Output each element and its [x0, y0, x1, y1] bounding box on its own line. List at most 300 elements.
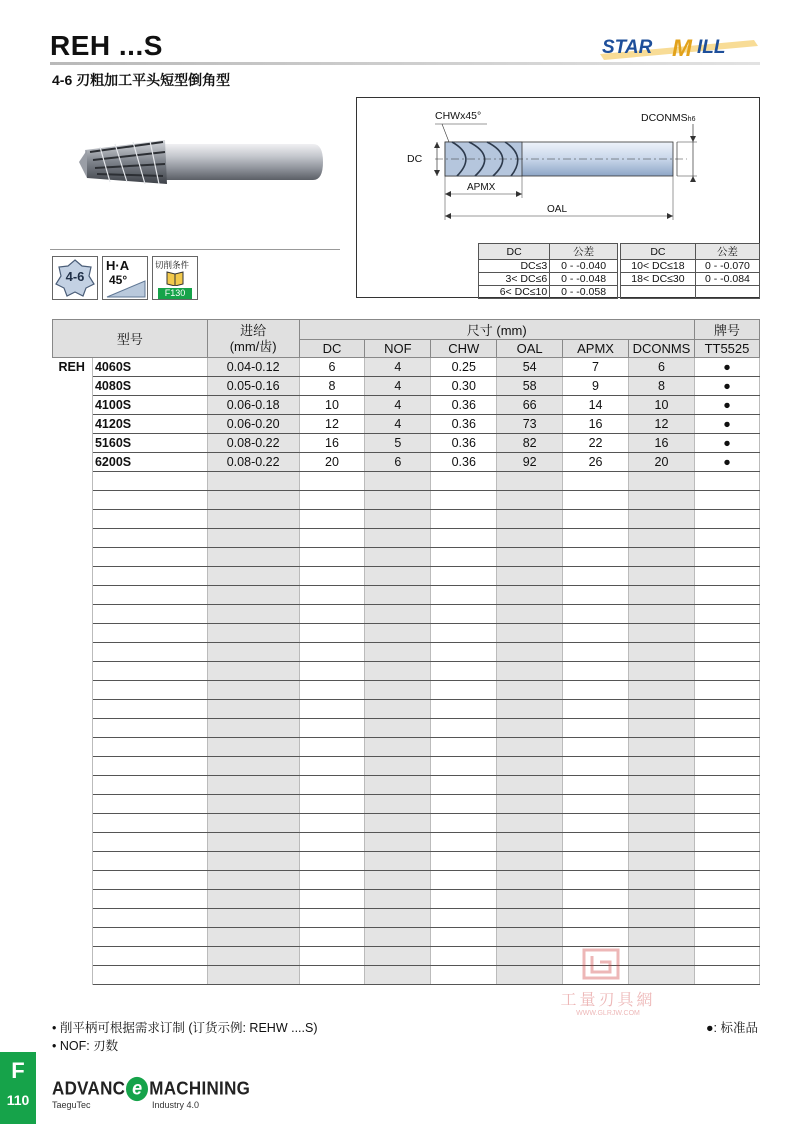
cell-apmx: 26 [563, 453, 629, 472]
cell-feed [207, 681, 299, 700]
cell-chw [431, 966, 497, 985]
cell-feed [207, 757, 299, 776]
header-grade: TT5525 [694, 340, 759, 358]
model-prefix [53, 852, 93, 871]
cell-chw [431, 795, 497, 814]
cell-chw [431, 738, 497, 757]
cell-feed [207, 776, 299, 795]
cell-apmx [563, 491, 629, 510]
model-name [92, 624, 207, 643]
header-brand: 牌号 [694, 320, 759, 340]
cell-dconms [628, 681, 694, 700]
cell-oal [497, 605, 563, 624]
cell-apmx [563, 700, 629, 719]
cell-nof [365, 833, 431, 852]
tool-drawing [357, 98, 759, 238]
table-row [53, 586, 760, 605]
cell-dconms [628, 567, 694, 586]
table-row [53, 358, 760, 377]
cell-chw [431, 548, 497, 567]
cell-grade [694, 719, 759, 738]
cell-dc [299, 548, 365, 567]
cell-apmx [563, 795, 629, 814]
cell-dconms [628, 757, 694, 776]
cell-dc: 10 [299, 396, 365, 415]
cell-nof [365, 700, 431, 719]
cell-oal [497, 643, 563, 662]
cell-chw: 0.36 [431, 434, 497, 453]
model-prefix [53, 415, 93, 434]
model-prefix [53, 776, 93, 795]
cell-chw [431, 662, 497, 681]
cell-oal [497, 586, 563, 605]
header-dims: 尺寸 (mm) [299, 320, 694, 340]
cell-nof [365, 890, 431, 909]
cell-dc [299, 738, 365, 757]
model-prefix [53, 795, 93, 814]
cell-nof [365, 567, 431, 586]
tol-header-tol: 公差 [550, 244, 618, 260]
cell-nof [365, 681, 431, 700]
cell-dc [299, 510, 365, 529]
cell-apmx: 16 [563, 415, 629, 434]
model-name: 4080S [92, 377, 207, 396]
flute-count-badge [52, 256, 98, 300]
cell-nof [365, 472, 431, 491]
cell-dconms [628, 700, 694, 719]
cell-apmx [563, 719, 629, 738]
left-divider [50, 249, 340, 250]
model-prefix [53, 453, 93, 472]
cell-dc [299, 586, 365, 605]
cell-dc [299, 681, 365, 700]
table-row [53, 434, 760, 453]
cell-grade [694, 586, 759, 605]
table-row [53, 491, 760, 510]
table-row [53, 529, 760, 548]
model-name: 4100S [92, 396, 207, 415]
model-name [92, 700, 207, 719]
cell-oal: 66 [497, 396, 563, 415]
cell-dc [299, 624, 365, 643]
header-feed [207, 320, 299, 358]
cell-feed [207, 738, 299, 757]
cell-feed [207, 643, 299, 662]
cell-dconms [628, 586, 694, 605]
model-prefix [53, 396, 93, 415]
table-row [53, 377, 760, 396]
cell-feed [207, 662, 299, 681]
cell-oal [497, 890, 563, 909]
cell-oal [497, 738, 563, 757]
cell-chw [431, 605, 497, 624]
table-row [53, 757, 760, 776]
table-row [53, 738, 760, 757]
cell-oal [497, 529, 563, 548]
cell-oal [497, 472, 563, 491]
cell-nof [365, 719, 431, 738]
table-row [53, 548, 760, 567]
dconms-sub: h6 [687, 116, 696, 123]
cell-chw [431, 871, 497, 890]
cell-feed [207, 586, 299, 605]
cell-grade [694, 966, 759, 985]
model-prefix [53, 928, 93, 947]
cell-dc [299, 757, 365, 776]
cell-feed [207, 700, 299, 719]
model-name [92, 662, 207, 681]
model-name [92, 947, 207, 966]
cell-oal [497, 624, 563, 643]
cell-nof [365, 966, 431, 985]
oal-label: OAL [547, 204, 568, 215]
cell-dc [299, 909, 365, 928]
cell-apmx [563, 510, 629, 529]
cell-feed [207, 928, 299, 947]
cell-dconms [628, 738, 694, 757]
cell-dc [299, 529, 365, 548]
cell-dconms [628, 624, 694, 643]
page-subtitle: 4-6 刃粗加工平头短型倒角型 [52, 72, 231, 88]
cell-feed [207, 491, 299, 510]
model-name [92, 909, 207, 928]
cell-dconms [628, 852, 694, 871]
cell-nof [365, 814, 431, 833]
cell-chw [431, 852, 497, 871]
tol-cell: 18< DC≤30 [621, 273, 696, 286]
cell-oal [497, 795, 563, 814]
cell-feed [207, 814, 299, 833]
cell-oal: 82 [497, 434, 563, 453]
cell-oal [497, 814, 563, 833]
cutting-condition-code: F130 [158, 288, 192, 299]
cell-oal [497, 852, 563, 871]
cell-nof [365, 928, 431, 947]
cell-nof [365, 624, 431, 643]
cell-feed [207, 795, 299, 814]
cell-oal [497, 757, 563, 776]
model-prefix [53, 567, 93, 586]
model-name [92, 814, 207, 833]
cell-dc [299, 947, 365, 966]
starmill-logo [598, 30, 760, 62]
model-name [92, 871, 207, 890]
model-prefix [53, 510, 93, 529]
cell-oal: 73 [497, 415, 563, 434]
cell-apmx: 9 [563, 377, 629, 396]
cell-grade: ● [694, 377, 759, 396]
table-row [53, 510, 760, 529]
cell-chw: 0.36 [431, 396, 497, 415]
chw-label: CHWx45° [435, 110, 482, 122]
cell-grade [694, 814, 759, 833]
model-name [92, 738, 207, 757]
cell-nof: 6 [365, 453, 431, 472]
model-prefix [53, 719, 93, 738]
cell-feed [207, 605, 299, 624]
section-tab[interactable] [0, 1052, 36, 1124]
brand-sub-right: Industry 4.0 [152, 1100, 200, 1110]
tol-cell: 0 - -0.070 [695, 260, 759, 273]
cell-grade: ● [694, 434, 759, 453]
model-prefix [53, 586, 93, 605]
cell-grade: ● [694, 396, 759, 415]
dimension-diagram [356, 97, 760, 298]
tol-header-dc: DC [479, 244, 550, 260]
cell-apmx [563, 681, 629, 700]
cell-grade [694, 700, 759, 719]
table-row [53, 624, 760, 643]
header-apmx: APMX [563, 340, 629, 358]
cell-feed [207, 966, 299, 985]
table-row [53, 719, 760, 738]
model-prefix [53, 662, 93, 681]
header-feed-unit: (mm/齿) [229, 338, 277, 354]
brand-part-b: MACHINING [149, 1078, 251, 1099]
cell-dconms [628, 871, 694, 890]
cell-apmx [563, 624, 629, 643]
cell-grade [694, 947, 759, 966]
cell-grade [694, 890, 759, 909]
cell-grade: ● [694, 415, 759, 434]
cell-apmx [563, 586, 629, 605]
cell-dc [299, 776, 365, 795]
header-nof: NOF [365, 340, 431, 358]
cell-feed [207, 529, 299, 548]
model-name: 6200S [92, 453, 207, 472]
cell-grade [694, 472, 759, 491]
model-name [92, 681, 207, 700]
table-row [53, 776, 760, 795]
footer-note-1: • 削平柄可根据需求订制 (订货示例: REHW ....S) [52, 1021, 318, 1035]
cell-feed: 0.08-0.22 [207, 453, 299, 472]
tol-header-dc: DC [621, 244, 696, 260]
cell-dc [299, 966, 365, 985]
svg-text:ILL: ILL [697, 37, 726, 58]
cell-grade [694, 643, 759, 662]
cell-dc [299, 605, 365, 624]
cell-nof [365, 491, 431, 510]
table-row [53, 795, 760, 814]
cell-nof [365, 795, 431, 814]
cell-feed [207, 947, 299, 966]
cell-nof: 4 [365, 415, 431, 434]
table-row [53, 909, 760, 928]
tol-cell [695, 286, 759, 299]
cell-dconms [628, 510, 694, 529]
model-prefix [53, 491, 93, 510]
table-row [53, 662, 760, 681]
cell-nof: 5 [365, 434, 431, 453]
cell-dc [299, 833, 365, 852]
cell-grade [694, 871, 759, 890]
watermark-logo [538, 948, 678, 982]
cell-oal: 58 [497, 377, 563, 396]
book-icon [166, 270, 184, 286]
model-name [92, 548, 207, 567]
tol-cell: 0 - -0.084 [695, 273, 759, 286]
model-name [92, 890, 207, 909]
model-prefix [53, 738, 93, 757]
cell-chw [431, 586, 497, 605]
cell-nof [365, 776, 431, 795]
cell-feed [207, 510, 299, 529]
model-prefix [53, 833, 93, 852]
cell-dc: 16 [299, 434, 365, 453]
cell-apmx [563, 662, 629, 681]
tol-cell: 0 - -0.058 [550, 286, 618, 299]
table-row [53, 453, 760, 472]
model-prefix [53, 624, 93, 643]
cutting-condition-label: 切削条件 [155, 260, 190, 270]
cell-chw [431, 643, 497, 662]
end-mill-photo [75, 122, 330, 197]
cell-dc: 8 [299, 377, 365, 396]
cell-feed: 0.05-0.16 [207, 377, 299, 396]
page-number: 110 [6, 1092, 30, 1108]
cell-oal: 54 [497, 358, 563, 377]
cell-dc [299, 871, 365, 890]
cell-dconms [628, 605, 694, 624]
cell-oal [497, 681, 563, 700]
cell-nof [365, 548, 431, 567]
model-prefix: REH [53, 358, 93, 377]
cell-dc [299, 890, 365, 909]
table-row [53, 700, 760, 719]
watermark [538, 948, 678, 1017]
cell-chw [431, 814, 497, 833]
cell-feed [207, 871, 299, 890]
model-prefix [53, 434, 93, 453]
flute-count-text: 4-6 [65, 269, 85, 284]
model-name [92, 567, 207, 586]
model-prefix [53, 757, 93, 776]
cell-dconms [628, 643, 694, 662]
tolerance-table-left [478, 243, 618, 299]
tol-header-tol: 公差 [695, 244, 759, 260]
table-row [53, 890, 760, 909]
cell-grade: ● [694, 453, 759, 472]
cell-oal [497, 928, 563, 947]
cell-feed: 0.04-0.12 [207, 358, 299, 377]
table-row [53, 605, 760, 624]
cell-nof [365, 586, 431, 605]
cell-chw: 0.25 [431, 358, 497, 377]
tol-cell: 3< DC≤6 [479, 273, 550, 286]
helix-angle-value: 45° [109, 273, 128, 287]
cell-oal [497, 491, 563, 510]
cell-dconms [628, 890, 694, 909]
dconms-text: DCONMS [641, 112, 688, 124]
helix-angle-badge [102, 256, 148, 300]
cell-dconms [628, 814, 694, 833]
cell-chw [431, 529, 497, 548]
cell-chw [431, 890, 497, 909]
brand-part-a: ADVANC [52, 1078, 126, 1099]
model-prefix [53, 814, 93, 833]
cell-dconms: 8 [628, 377, 694, 396]
model-name [92, 510, 207, 529]
cell-nof [365, 947, 431, 966]
cell-apmx [563, 472, 629, 491]
cell-chw [431, 700, 497, 719]
cell-chw: 0.36 [431, 415, 497, 434]
model-name [92, 605, 207, 624]
cell-chw [431, 567, 497, 586]
cell-chw [431, 776, 497, 795]
cell-chw: 0.30 [431, 377, 497, 396]
table-row [53, 852, 760, 871]
cell-grade [694, 624, 759, 643]
cell-grade [694, 681, 759, 700]
cell-dc: 12 [299, 415, 365, 434]
cell-dconms [628, 928, 694, 947]
header-dconms: DCONMS [628, 340, 694, 358]
cell-apmx [563, 909, 629, 928]
cell-feed [207, 624, 299, 643]
cell-apmx [563, 567, 629, 586]
tolerance-table-right [620, 243, 760, 299]
model-prefix [53, 966, 93, 985]
cell-nof [365, 662, 431, 681]
cell-dconms [628, 795, 694, 814]
cell-nof [365, 909, 431, 928]
helix-angle-label: H·A [106, 258, 130, 273]
model-name [92, 719, 207, 738]
cell-feed: 0.06-0.18 [207, 396, 299, 415]
cell-grade [694, 548, 759, 567]
cutting-condition-badge[interactable] [152, 256, 198, 300]
spec-table [52, 319, 760, 985]
cell-grade [694, 852, 759, 871]
table-row [53, 928, 760, 947]
cell-dconms: 12 [628, 415, 694, 434]
cell-apmx [563, 814, 629, 833]
cell-grade [694, 510, 759, 529]
cell-dconms [628, 719, 694, 738]
cell-grade [694, 833, 759, 852]
model-name [92, 491, 207, 510]
cell-nof: 4 [365, 396, 431, 415]
cell-feed [207, 909, 299, 928]
cell-nof [365, 605, 431, 624]
model-prefix [53, 681, 93, 700]
cell-apmx [563, 871, 629, 890]
model-name [92, 586, 207, 605]
cell-oal [497, 567, 563, 586]
model-prefix [53, 947, 93, 966]
cell-dconms [628, 776, 694, 795]
model-prefix [53, 377, 93, 396]
cell-nof: 4 [365, 358, 431, 377]
model-name: 5160S [92, 434, 207, 453]
model-name [92, 529, 207, 548]
cell-nof [365, 852, 431, 871]
cell-grade [694, 605, 759, 624]
cell-apmx [563, 643, 629, 662]
tol-cell: 10< DC≤18 [621, 260, 696, 273]
footer-note-2: • NOF: 刃数 [52, 1039, 119, 1053]
cell-apmx: 14 [563, 396, 629, 415]
model-prefix [53, 909, 93, 928]
table-row [53, 833, 760, 852]
cell-dconms [628, 548, 694, 567]
cell-dconms [628, 472, 694, 491]
cell-nof [365, 643, 431, 662]
cell-chw [431, 909, 497, 928]
cell-grade [694, 757, 759, 776]
cell-dc: 6 [299, 358, 365, 377]
